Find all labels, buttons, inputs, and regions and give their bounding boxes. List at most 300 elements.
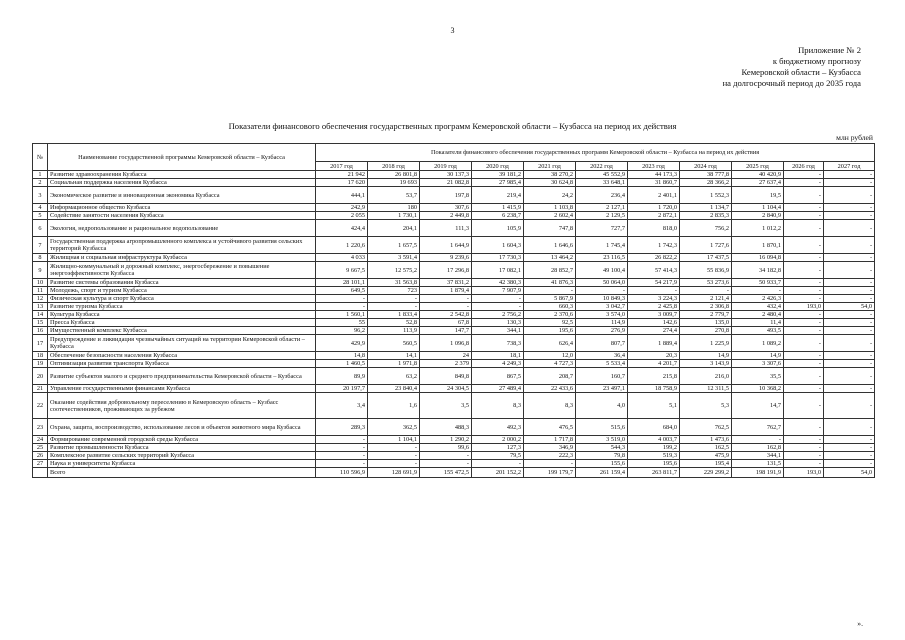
value-cell: 9 667,5 [316, 262, 368, 279]
value-cell: - [824, 436, 875, 444]
value-cell: 2 401,1 [628, 187, 680, 204]
value-cell: 195,4 [680, 460, 732, 468]
value-cell: 17 296,8 [420, 262, 472, 279]
value-cell: 560,5 [368, 335, 420, 352]
value-cell: 34 182,8 [732, 262, 784, 279]
value-cell: 21 942 [316, 171, 368, 179]
value-cell: 33 648,1 [576, 179, 628, 187]
value-cell: 289,3 [316, 419, 368, 436]
total-value-cell: 110 596,9 [316, 468, 368, 478]
table-row [33, 311, 875, 319]
value-cell: 4 201,7 [628, 360, 680, 368]
value-cell: - [784, 393, 824, 419]
value-cell: 488,3 [420, 419, 472, 436]
value-cell: - [316, 460, 368, 468]
value-cell: - [824, 204, 875, 212]
table-row [33, 452, 875, 460]
value-cell: 3 574,0 [576, 311, 628, 319]
value-cell: - [316, 452, 368, 460]
row-number: 4 [33, 204, 48, 212]
value-cell: 18 758,9 [628, 385, 680, 393]
value-cell: 424,4 [316, 220, 368, 237]
total-value-cell: 155 472,5 [420, 468, 472, 478]
header-year: 2020 год [472, 162, 524, 171]
table-row [33, 287, 875, 295]
value-cell: - [824, 171, 875, 179]
value-cell: - [784, 254, 824, 262]
value-cell: 26 822,2 [628, 254, 680, 262]
value-cell: 1 727,6 [680, 237, 732, 254]
value-cell: 2 055 [316, 212, 368, 220]
value-cell: 649,5 [316, 287, 368, 295]
value-cell: 193,0 [784, 303, 824, 311]
row-number: 3 [33, 187, 48, 204]
value-cell: 1 089,2 [732, 335, 784, 352]
value-cell: 475,9 [680, 452, 732, 460]
value-cell: - [824, 393, 875, 419]
total-value-cell: 263 811,7 [628, 468, 680, 478]
value-cell: 12,0 [524, 352, 576, 360]
row-number: 24 [33, 436, 48, 444]
table-row [33, 460, 875, 468]
value-cell: - [732, 436, 784, 444]
value-cell: 1 104,1 [368, 436, 420, 444]
value-cell: 1 717,8 [524, 436, 576, 444]
value-cell: 31 563,8 [368, 279, 420, 287]
table-row [33, 444, 875, 452]
row-number: 8 [33, 254, 48, 262]
value-cell: 660,3 [524, 303, 576, 311]
value-cell: 99,6 [420, 444, 472, 452]
total-value-cell: 201 152,2 [472, 468, 524, 478]
header-year: 2027 год [824, 162, 875, 171]
value-cell: 4 249,3 [472, 360, 524, 368]
value-cell: - [824, 212, 875, 220]
value-cell: - [368, 303, 420, 311]
appendix-line-3: Кемеровской области – Кузбасса [741, 67, 861, 77]
value-cell: - [524, 287, 576, 295]
value-cell: - [784, 319, 824, 327]
value-cell: 519,3 [628, 452, 680, 460]
program-name: Комплексное развитие сельских территорий Кузбасса [48, 452, 316, 460]
value-cell: 432,4 [732, 303, 784, 311]
value-cell: 44 173,3 [628, 171, 680, 179]
value-cell: - [784, 436, 824, 444]
program-name: Предупреждение и ликвидация чрезвычайных ситуаций на территории Кемеровской области – Кузбасса [48, 335, 316, 352]
value-cell: 236,4 [576, 187, 628, 204]
total-value-cell: 199 179,7 [524, 468, 576, 478]
value-cell: 89,9 [316, 368, 368, 385]
value-cell: 219,4 [472, 187, 524, 204]
value-cell: 1 225,9 [680, 335, 732, 352]
value-cell: 727,7 [576, 220, 628, 237]
header-year: 2025 год [732, 162, 784, 171]
value-cell: - [824, 187, 875, 204]
value-cell: 147,7 [420, 327, 472, 335]
value-cell: 199,2 [628, 444, 680, 452]
table-row [33, 368, 875, 385]
value-cell: 3 307,6 [732, 360, 784, 368]
value-cell: 127,3 [472, 444, 524, 452]
value-cell: 113,9 [368, 327, 420, 335]
value-cell: 2 872,1 [628, 212, 680, 220]
value-cell: 1 889,4 [628, 335, 680, 352]
header-year: 2018 год [368, 162, 420, 171]
row-number: 17 [33, 335, 48, 352]
value-cell: - [784, 262, 824, 279]
value-cell: 24 304,5 [420, 385, 472, 393]
value-cell: - [784, 204, 824, 212]
value-cell: 2 370,6 [524, 311, 576, 319]
table-row [33, 303, 875, 311]
value-cell: - [824, 237, 875, 254]
value-cell: 4,0 [576, 393, 628, 419]
value-cell: 242,9 [316, 204, 368, 212]
value-cell: 1 473,6 [680, 436, 732, 444]
program-name: Наука и университеты Кузбасса [48, 460, 316, 468]
value-cell: 2 840,9 [732, 212, 784, 220]
value-cell: 24,2 [524, 187, 576, 204]
value-cell: 2 602,4 [524, 212, 576, 220]
table-row [33, 360, 875, 368]
value-cell: 27 985,4 [472, 179, 524, 187]
value-cell: - [784, 279, 824, 287]
value-cell: - [824, 419, 875, 436]
value-cell: 344,1 [732, 452, 784, 460]
row-number: 19 [33, 360, 48, 368]
value-cell: 684,0 [628, 419, 680, 436]
value-cell: 867,5 [472, 368, 524, 385]
appendix-line-4: на долгосрочный период до 2035 года [722, 78, 861, 88]
value-cell: 307,6 [420, 204, 472, 212]
program-name: Оказание содействия добровольному переселению в Кемеровскую область – Кузбасс соотечественников, проживающих за рубежом [48, 393, 316, 419]
value-cell: 626,4 [524, 335, 576, 352]
row-number: 21 [33, 385, 48, 393]
row-number: 11 [33, 287, 48, 295]
value-cell: - [784, 311, 824, 319]
header-year: 2024 год [680, 162, 732, 171]
value-cell: 1 870,1 [732, 237, 784, 254]
value-cell: - [784, 327, 824, 335]
value-cell: - [368, 452, 420, 460]
value-cell: - [824, 287, 875, 295]
value-cell: 1 833,4 [368, 311, 420, 319]
value-cell: 36,4 [576, 352, 628, 360]
value-cell: 52,8 [368, 319, 420, 327]
header-year: 2022 год [576, 162, 628, 171]
value-cell: 5,1 [628, 393, 680, 419]
table-row [33, 220, 875, 237]
value-cell: 1 745,4 [576, 237, 628, 254]
table-row [33, 237, 875, 254]
value-cell: 1 104,4 [732, 204, 784, 212]
row-number: 6 [33, 220, 48, 237]
program-name: Формирование современной городской среды Кузбасса [48, 436, 316, 444]
value-cell: 2 306,8 [680, 303, 732, 311]
value-cell: 5,3 [680, 393, 732, 419]
value-cell: 5 533,4 [576, 360, 628, 368]
header-year: 2026 год [784, 162, 824, 171]
row-number: 18 [33, 352, 48, 360]
table-row [33, 204, 875, 212]
value-cell: - [316, 444, 368, 452]
value-cell: 105,9 [472, 220, 524, 237]
value-cell: 762,5 [680, 419, 732, 436]
value-cell: - [784, 171, 824, 179]
value-cell: 2 425,8 [628, 303, 680, 311]
value-cell: - [824, 460, 875, 468]
value-cell: - [824, 352, 875, 360]
value-cell: 1 730,1 [368, 212, 420, 220]
row-number: 16 [33, 327, 48, 335]
value-cell: 22 433,6 [524, 385, 576, 393]
header-year: 2019 год [420, 162, 472, 171]
program-name: Оптимизация развития транспорта Кузбасса [48, 360, 316, 368]
value-cell: 28 852,7 [524, 262, 576, 279]
value-cell: 42 380,3 [472, 279, 524, 287]
value-cell: 476,5 [524, 419, 576, 436]
row-number: 13 [33, 303, 48, 311]
value-cell: 54,0 [824, 303, 875, 311]
value-cell: - [784, 220, 824, 237]
value-cell: 1 604,3 [472, 237, 524, 254]
value-cell: 7 907,9 [472, 287, 524, 295]
value-cell: 1 012,2 [732, 220, 784, 237]
value-cell: 2 379 [420, 360, 472, 368]
value-cell: 14,9 [680, 352, 732, 360]
value-cell: 10 368,2 [732, 385, 784, 393]
value-cell: 96,2 [316, 327, 368, 335]
program-name: Физическая культура и спорт Кузбасса [48, 295, 316, 303]
value-cell: 20,3 [628, 352, 680, 360]
value-cell: - [824, 327, 875, 335]
row-number: 5 [33, 212, 48, 220]
value-cell: 55 [316, 319, 368, 327]
value-cell: 1 646,6 [524, 237, 576, 254]
value-cell: 216,0 [680, 368, 732, 385]
value-cell: 40 420,9 [732, 171, 784, 179]
program-name: Информационное общество Кузбасса [48, 204, 316, 212]
appendix-block [723, 45, 861, 89]
value-cell: 344,1 [472, 327, 524, 335]
value-cell: - [784, 352, 824, 360]
end-mark: ». [857, 619, 863, 628]
table-row [33, 212, 875, 220]
value-cell: - [824, 368, 875, 385]
value-cell: 12 575,2 [368, 262, 420, 279]
value-cell: 14,9 [732, 352, 784, 360]
value-cell: 19 693 [368, 179, 420, 187]
table-row [33, 419, 875, 436]
value-cell: 67,8 [420, 319, 472, 327]
value-cell: 135,0 [680, 319, 732, 327]
value-cell: 23 116,5 [576, 254, 628, 262]
value-cell: 39 181,2 [472, 171, 524, 179]
value-cell: 195,6 [524, 327, 576, 335]
value-cell: 1 742,3 [628, 237, 680, 254]
total-value-cell: 193,0 [784, 468, 824, 478]
value-cell: 17 730,3 [472, 254, 524, 262]
value-cell: 762,7 [732, 419, 784, 436]
value-cell: 111,3 [420, 220, 472, 237]
value-cell: - [680, 287, 732, 295]
program-name: Охрана, защита, воспроизводство, использование лесов и объектов животного мира Кузбасса [48, 419, 316, 436]
value-cell: 444,1 [316, 187, 368, 204]
table-row [33, 393, 875, 419]
value-cell: 544,3 [576, 444, 628, 452]
value-cell: 723 [368, 287, 420, 295]
header-year: 2023 год [628, 162, 680, 171]
total-value-cell: 198 191,9 [732, 468, 784, 478]
value-cell: 63,2 [368, 368, 420, 385]
value-cell: 37 831,2 [420, 279, 472, 287]
row-number: 1 [33, 171, 48, 179]
row-number: 10 [33, 279, 48, 287]
program-name: Экология, недропользование и рациональное водопользование [48, 220, 316, 237]
row-number: 12 [33, 295, 48, 303]
value-cell: - [824, 179, 875, 187]
value-cell: - [472, 460, 524, 468]
value-cell: 1 720,0 [628, 204, 680, 212]
value-cell: 17 620 [316, 179, 368, 187]
value-cell: 162,5 [680, 444, 732, 452]
value-cell: - [784, 335, 824, 352]
value-cell: 1 879,4 [420, 287, 472, 295]
row-number: 20 [33, 368, 48, 385]
value-cell: 1 290,2 [420, 436, 472, 444]
value-cell: 114,9 [576, 319, 628, 327]
value-cell: 215,8 [628, 368, 680, 385]
value-cell: 24 [420, 352, 472, 360]
value-cell: 14,1 [368, 352, 420, 360]
program-name: Государственная поддержка агропромышленного комплекса и устойчивого развития сельских территорий Кузбасса [48, 237, 316, 254]
value-cell: - [824, 335, 875, 352]
value-cell: 6 238,7 [472, 212, 524, 220]
value-cell: - [784, 179, 824, 187]
program-name: Развитие системы образования Кузбасса [48, 279, 316, 287]
value-cell: - [784, 460, 824, 468]
value-cell: 30 624,8 [524, 179, 576, 187]
value-cell: 14,7 [732, 393, 784, 419]
value-cell: 17 437,5 [680, 254, 732, 262]
value-cell: 1 552,3 [680, 187, 732, 204]
value-cell: 27 489,4 [472, 385, 524, 393]
value-cell: 2 542,8 [420, 311, 472, 319]
value-cell: 2 127,1 [576, 204, 628, 212]
value-cell: 49 100,4 [576, 262, 628, 279]
value-cell: - [824, 254, 875, 262]
value-cell: 2 129,5 [576, 212, 628, 220]
header-program-name: Наименование государственной программы Кемеровской области – Кузбасса [48, 144, 316, 171]
program-name: Пресса Кузбасса [48, 319, 316, 327]
value-cell: 1 415,9 [472, 204, 524, 212]
value-cell: 5 867,9 [524, 295, 576, 303]
value-cell: 38 777,8 [680, 171, 732, 179]
value-cell: - [824, 295, 875, 303]
value-cell: 50 064,0 [576, 279, 628, 287]
table-row [33, 335, 875, 352]
value-cell: 3 224,3 [628, 295, 680, 303]
value-cell: 57 414,3 [628, 262, 680, 279]
value-cell: 270,8 [680, 327, 732, 335]
row-number: 14 [33, 311, 48, 319]
total-row-num [33, 468, 48, 478]
header-num: № [33, 144, 48, 171]
row-number: 27 [33, 460, 48, 468]
value-cell: 30 137,3 [420, 171, 472, 179]
value-cell: 53,7 [368, 187, 420, 204]
table-row [33, 385, 875, 393]
value-cell: - [420, 303, 472, 311]
value-cell: 493,5 [732, 327, 784, 335]
value-cell: 50 933,7 [732, 279, 784, 287]
value-cell: 3,4 [316, 393, 368, 419]
value-cell: 38 270,2 [524, 171, 576, 179]
value-cell: 747,8 [524, 220, 576, 237]
value-cell: 849,8 [420, 368, 472, 385]
value-cell: 807,7 [576, 335, 628, 352]
value-cell: 2 756,2 [472, 311, 524, 319]
value-cell: 20 197,7 [316, 385, 368, 393]
table-row [33, 352, 875, 360]
table-row [33, 295, 875, 303]
program-name: Развитие здравоохранения Кузбасса [48, 171, 316, 179]
table-row [33, 319, 875, 327]
value-cell: 79,5 [472, 452, 524, 460]
value-cell: 13 464,2 [524, 254, 576, 262]
value-cell: 2 000,2 [472, 436, 524, 444]
value-cell: 26 801,8 [368, 171, 420, 179]
row-number: 15 [33, 319, 48, 327]
value-cell: 17 082,1 [472, 262, 524, 279]
value-cell: - [472, 303, 524, 311]
appendix-line-2: к бюджетному прогнозу [772, 56, 861, 66]
program-name: Экономическое развитие и инновационная экономика Кузбасса [48, 187, 316, 204]
value-cell: - [784, 212, 824, 220]
table-row [33, 171, 875, 179]
total-value-cell: 128 691,9 [368, 468, 420, 478]
value-cell: 8,3 [472, 393, 524, 419]
value-cell: - [368, 444, 420, 452]
value-cell: 4 033 [316, 254, 368, 262]
value-cell: 197,8 [420, 187, 472, 204]
value-cell: 162,8 [732, 444, 784, 452]
value-cell: 3 009,7 [628, 311, 680, 319]
value-cell: 21 082,8 [420, 179, 472, 187]
value-cell: - [824, 311, 875, 319]
row-number: 22 [33, 393, 48, 419]
row-number: 23 [33, 419, 48, 436]
value-cell: 3 143,9 [680, 360, 732, 368]
value-cell: 2 426,3 [732, 295, 784, 303]
value-cell: - [420, 295, 472, 303]
value-cell: 53 273,6 [680, 279, 732, 287]
value-cell: 195,6 [628, 460, 680, 468]
value-cell: 1 460,5 [316, 360, 368, 368]
header-year: 2017 год [316, 162, 368, 171]
value-cell: 28 101,1 [316, 279, 368, 287]
table-row [33, 279, 875, 287]
value-cell: 142,6 [628, 319, 680, 327]
value-cell: - [824, 319, 875, 327]
value-cell: - [784, 187, 824, 204]
row-number: 25 [33, 444, 48, 452]
table-row [33, 436, 875, 444]
row-number: 9 [33, 262, 48, 279]
value-cell: - [824, 452, 875, 460]
value-cell: 28 366,2 [680, 179, 732, 187]
total-value-cell: 261 159,4 [576, 468, 628, 478]
